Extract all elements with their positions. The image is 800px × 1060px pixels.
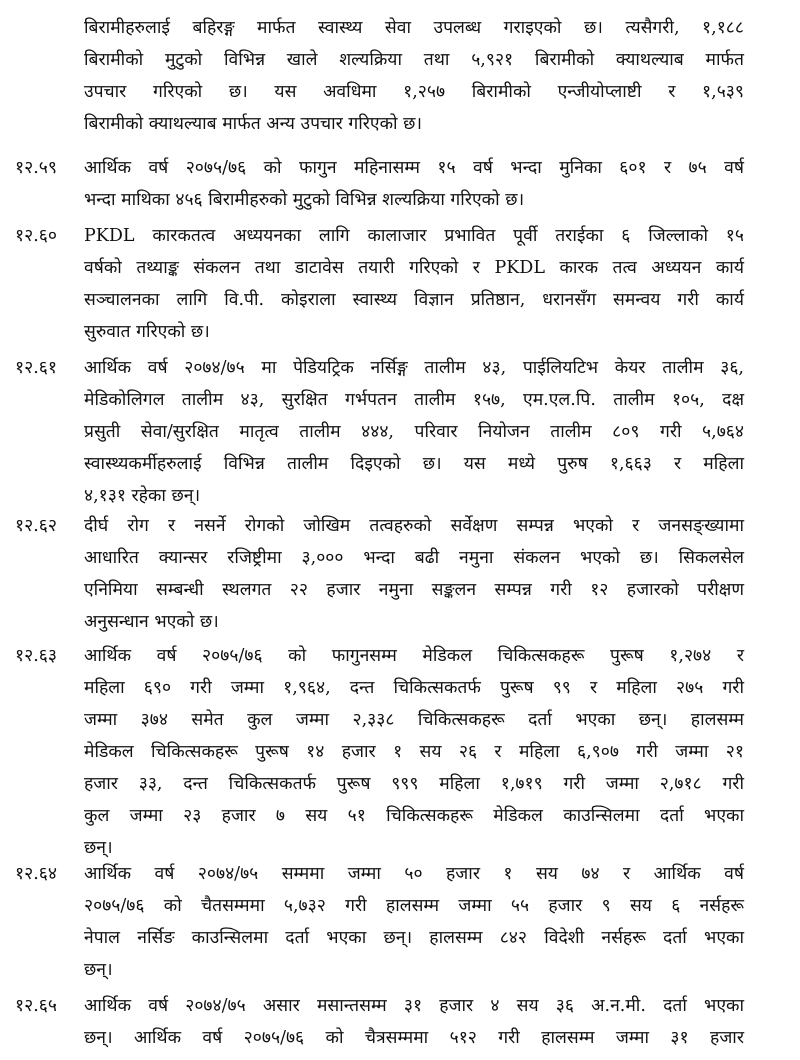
text-line: २०७५/७६ को चैतसम्ममा ५,७३२ गरी हालसम्म जम्मा ५५ हजार ९ सय ६ नर्सहरू <box>84 896 744 916</box>
paragraph-body <box>84 12 744 140</box>
text-line: दीर्घ रोग र नसर्ने रोगको जोखिम तत्वहरुको सर्वेक्षण सम्पन्न भएको र जनसङ्ख्यामा <box>84 516 744 536</box>
paragraph-body <box>84 640 744 864</box>
text-line: हजार ३३, दन्त चिकित्सकतर्फ पुरूष ९९९ महिला १,७१९ गरी जम्मा २,७१८ गरी <box>84 774 744 794</box>
text-line: स्वास्थ्यकर्मीहरुलाई विभिन्न तालीम दिइएको छ। यस मध्ये पुरुष १,६६३ र महिला <box>84 454 744 474</box>
text-line: बिरामीहरुलाई बहिरङ्ग मार्फत स्वास्थ्य सेवा उपलब्ध गराइएको छ। त्यसैगरी, १,१८८ <box>84 18 744 38</box>
text-line: उपचार गरिएको छ। यस अवधिमा १,२५७ बिरामीको एन्जीयोप्लाष्टी र १,५३९ <box>84 82 744 102</box>
text-line: प्रसुती सेवा/सुरक्षित मातृत्व तालीम ४४४, परिवार नियोजन तालीम ८०९ गरी ५,७६४ <box>84 422 744 442</box>
text-line: PKDL कारकतत्व अध्ययनका लागि कालाजार प्रभावित पूर्वी तराईका ६ जिल्लाको १५ <box>84 226 744 246</box>
text-line: एनिमिया सम्बन्धी स्थलगत २२ हजार नमुना सङ्कलन सम्पन्न गरी १२ हजारको परीक्षण <box>84 580 744 600</box>
paragraph-number: १२.६४ <box>15 864 57 884</box>
paragraph-number: १२.६१ <box>15 358 57 378</box>
text-line: आधारित क्यान्सर रजिष्ट्रीमा ३,००० भन्दा बढी नमुना संकलन भएको छ। सिकलसेल <box>84 548 744 568</box>
text-line: आर्थिक वर्ष २०७५/७६ को फागुन महिनासम्म १५ वर्ष भन्दा मुनिका ६०१ र ७५ वर्ष <box>84 158 744 178</box>
text-line: भन्दा माथिका ४५६ बिरामीहरुको मुटुको विभिन्न शल्यक्रिया गरिएको छ। <box>84 190 525 210</box>
paragraph-number: १२.६५ <box>15 996 57 1016</box>
paragraph-number: १२.५९ <box>15 158 57 178</box>
text-line: ४,१३१ रहेका छन्। <box>84 486 201 506</box>
text-line: मेडिकल चिकित्सकहरू पुरूष १४ हजार १ सय २६ र महिला ६,९०७ गरी जम्मा २१ <box>84 742 744 762</box>
text-line: बिरामीको क्याथल्याब मार्फत अन्य उपचार गरिएको छ। <box>84 114 423 134</box>
paragraph-body <box>84 220 744 348</box>
text-line: मेडिकोलिगल तालीम ४३, सुरक्षित गर्भपतन तालीम १५७, एम.एल.पि. तालीम १०५, दक्ष <box>84 390 744 410</box>
paragraph-number: १२.६३ <box>15 646 57 666</box>
text-line: बिरामीको मुटुको विभिन्न खाले शल्यक्रिया तथा ५,९२१ बिरामीको क्याथल्याब मार्फत <box>84 50 744 70</box>
paragraph-body <box>84 352 744 512</box>
text-line: वर्षको तथ्याङ्क संकलन तथा डाटावेस तयारी गरिएको र PKDL कारक तत्व अध्ययन कार्य <box>84 258 744 278</box>
paragraph-body <box>84 990 744 1054</box>
text-line: आर्थिक वर्ष २०७४/७५ सम्ममा जम्मा ५० हजार १ सय ७४ र आर्थिक वर्ष <box>84 864 744 884</box>
text-line: अनुसन्धान भएको छ। <box>84 612 219 632</box>
text-line: आर्थिक वर्ष २०७४/७५ मा पेडियट्रिक नर्सिङ्ग तालीम ४३, पाईलियटिभ केयर तालीम ३६, <box>84 358 744 378</box>
text-line: सुरुवात गरिएको छ। <box>84 322 210 342</box>
paragraph-body <box>84 510 744 638</box>
text-line: महिला ६९० गरी जम्मा १,९६४, दन्त चिकित्सकतर्फ पुरूष ९९ र महिला २७५ गरी <box>84 678 744 698</box>
paragraph-number: १२.६० <box>15 226 57 246</box>
text-line: छन्। <box>84 838 113 858</box>
text-line: छन्। आर्थिक वर्ष २०७५/७६ को चैत्रसम्ममा ५१२ गरी हालसम्म जम्मा ३१ हजार <box>84 1028 744 1048</box>
text-line: छन्। <box>84 960 113 980</box>
text-line: नेपाल नर्सिङ काउन्सिलमा दर्ता भएका छन्। हालसम्म ८४२ विदेशी नर्सहरू दर्ता भएका <box>84 928 744 948</box>
paragraph-body <box>84 152 744 216</box>
text-line: सञ्चालनका लागि वि.पी. कोइराला स्वास्थ्य विज्ञान प्रतिष्ठान, धरानसँग समन्वय गरी कार्य <box>84 290 744 310</box>
paragraph-number: १२.६२ <box>15 516 57 536</box>
text-line: कुल जम्मा २३ हजार ७ सय ५१ चिकित्सकहरू मेडिकल काउन्सिलमा दर्ता भएका <box>84 806 744 826</box>
text-line: जम्मा ३७४ समेत कुल जम्मा २,३३८ चिकित्सकहरू दर्ता भएका छन्। हालसम्म <box>84 710 744 730</box>
text-line: आर्थिक वर्ष २०७५/७६ को फागुनसम्म मेडिकल चिकित्सकहरू पुरूष १,२७४ र <box>84 646 744 666</box>
text-line: आर्थिक वर्ष २०७४/७५ असार मसान्तसम्म ३१ हजार ४ सय ३६ अ.न.मी. दर्ता भएका <box>84 996 744 1016</box>
paragraph-body <box>84 858 744 986</box>
